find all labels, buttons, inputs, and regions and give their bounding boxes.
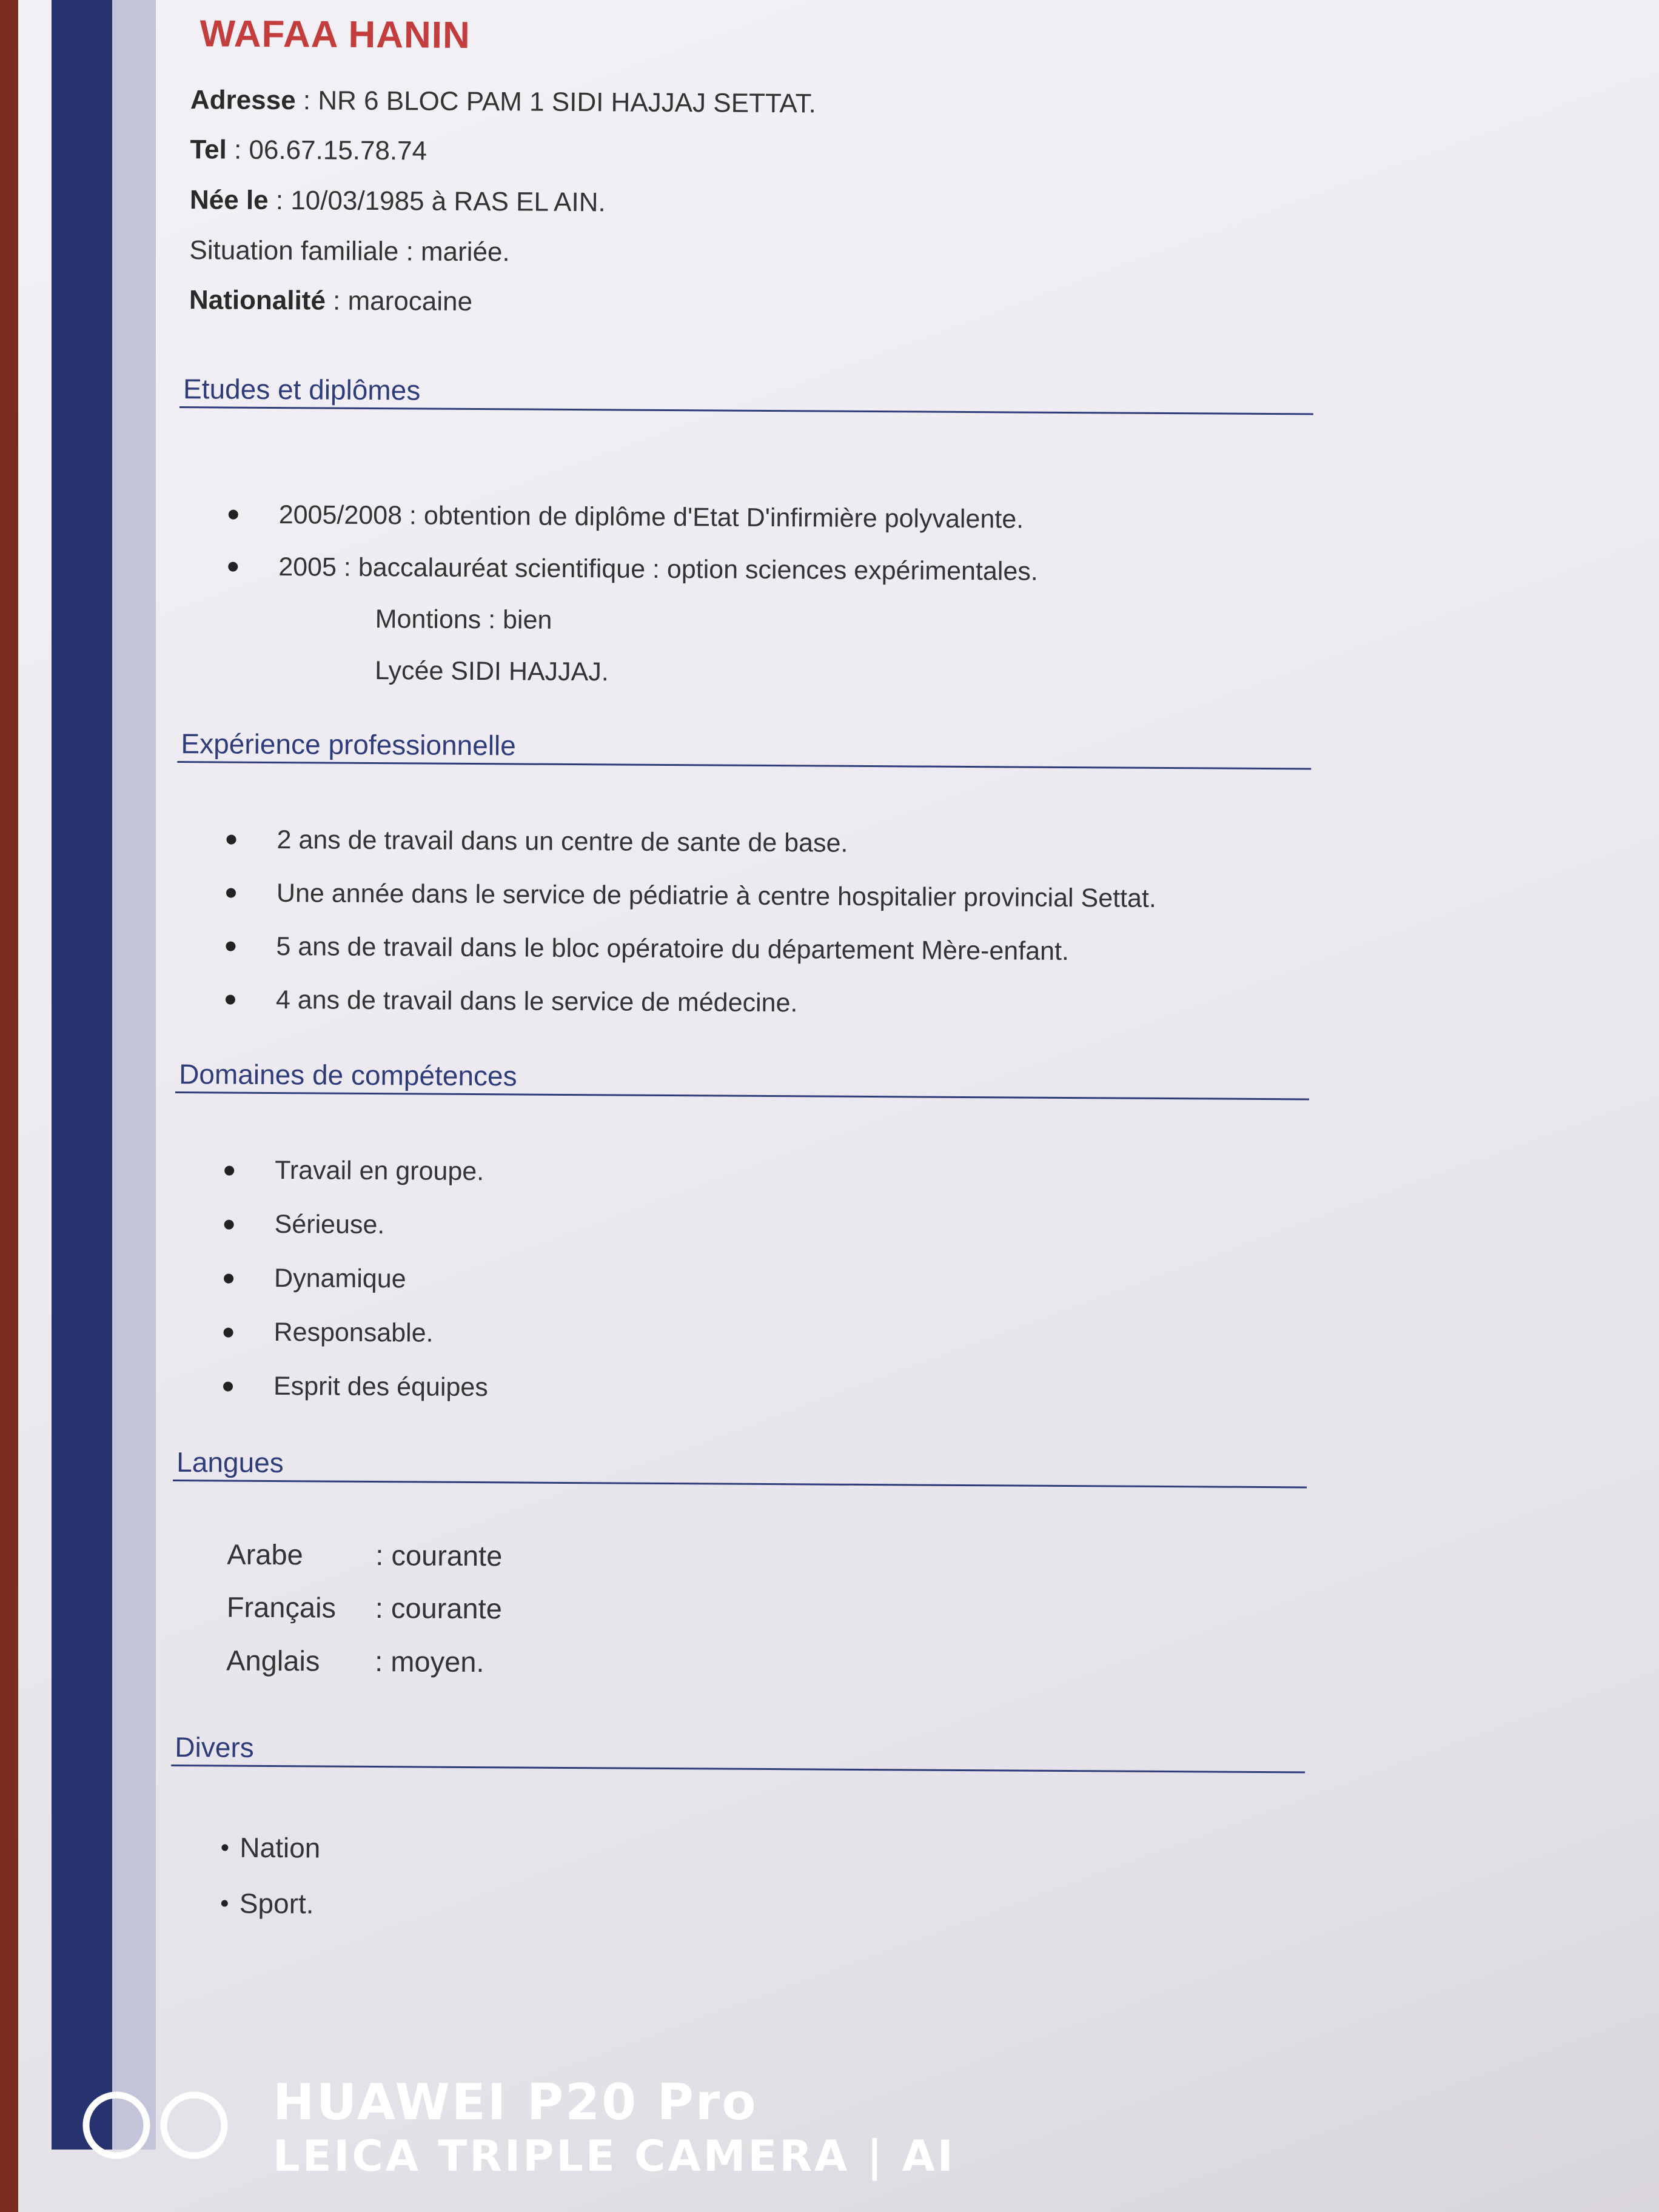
side-band-dark	[52, 0, 112, 2150]
misc-list	[219, 1819, 321, 1931]
side-band-light	[112, 0, 156, 2150]
info-value: : marocaine	[325, 286, 473, 317]
section-title: Domaines de compétences	[179, 1058, 517, 1092]
language-row	[226, 1644, 484, 1679]
list-item: 2005 : baccalauréat scientifique : option sciences expérimentales.	[221, 540, 1038, 597]
info-value: Situation familiale : mariée.	[189, 235, 510, 267]
info-nationality	[189, 285, 472, 317]
info-label: Tel	[190, 135, 227, 165]
education-list	[221, 488, 1039, 597]
section-experience	[177, 719, 1311, 769]
watermark-model: HUAWEI P20 Pro	[273, 2074, 758, 2131]
cv-name: WAFAA HANIN	[199, 13, 471, 56]
watermark-camera: LEICA TRIPLE CAMERA | AI	[273, 2131, 956, 2181]
info-label: Née le	[189, 185, 269, 215]
language-level: : moyen.	[375, 1645, 484, 1678]
list-item: 2005/2008 : obtention de diplôme d'Etat D'infirmière polyvalente.	[221, 488, 1039, 545]
list-item: Dynamique	[216, 1251, 489, 1307]
list-item: Esprit des équipes	[216, 1359, 488, 1415]
section-title: Divers	[175, 1731, 254, 1763]
section-title: Langues	[176, 1446, 284, 1479]
info-address	[190, 85, 816, 119]
education-school: Lycée SIDI HAJJAJ.	[375, 656, 609, 687]
info-tel	[190, 135, 427, 166]
list-item: Travail en groupe.	[217, 1143, 489, 1199]
language-row	[227, 1590, 502, 1626]
info-label: Adresse	[190, 85, 296, 116]
experience-list	[218, 813, 1157, 1031]
list-item: 2 ans de travail dans un centre de sante de base.	[219, 813, 1156, 871]
language-name: Arabe	[227, 1538, 303, 1571]
section-title: Etudes et diplômes	[183, 373, 421, 406]
language-level: : courante	[375, 1592, 502, 1625]
info-value: : 10/03/1985 à RAS EL AIN.	[268, 185, 606, 218]
language-level: : courante	[375, 1539, 503, 1572]
camera-rings-icon	[79, 2086, 236, 2165]
language-name: Français	[226, 1590, 337, 1624]
section-languages	[173, 1437, 1307, 1488]
info-value: : 06.67.15.78.74	[226, 135, 427, 166]
list-item: Sport.	[219, 1875, 321, 1931]
info-family	[189, 235, 510, 267]
camera-watermark	[79, 2074, 988, 2189]
section-education	[179, 364, 1313, 415]
section-title: Expérience professionnelle	[181, 728, 517, 762]
info-label: Nationalité	[189, 285, 326, 316]
cv-content	[163, 0, 1328, 2069]
list-item: Sérieuse.	[216, 1197, 489, 1253]
section-misc	[171, 1722, 1305, 1773]
skills-list	[216, 1143, 489, 1415]
language-row	[227, 1538, 502, 1573]
cv-page	[18, 0, 1659, 2212]
list-item: Responsable.	[216, 1305, 488, 1361]
education-mention: Montions : bien	[375, 605, 552, 635]
list-item: Nation	[219, 1819, 321, 1875]
info-value: : NR 6 BLOC PAM 1 SIDI HAJJAJ SETTAT.	[295, 85, 816, 119]
list-item: Une année dans le service de pédiatrie à centre hospitalier provincial Settat.	[219, 866, 1156, 925]
section-skills	[175, 1049, 1309, 1100]
list-item: 4 ans de travail dans le service de médecine.	[218, 973, 1156, 1031]
language-name: Anglais	[226, 1644, 320, 1677]
list-item: 5 ans de travail dans le bloc opératoire du département Mère-enfant.	[218, 919, 1156, 978]
info-birth	[190, 185, 606, 218]
